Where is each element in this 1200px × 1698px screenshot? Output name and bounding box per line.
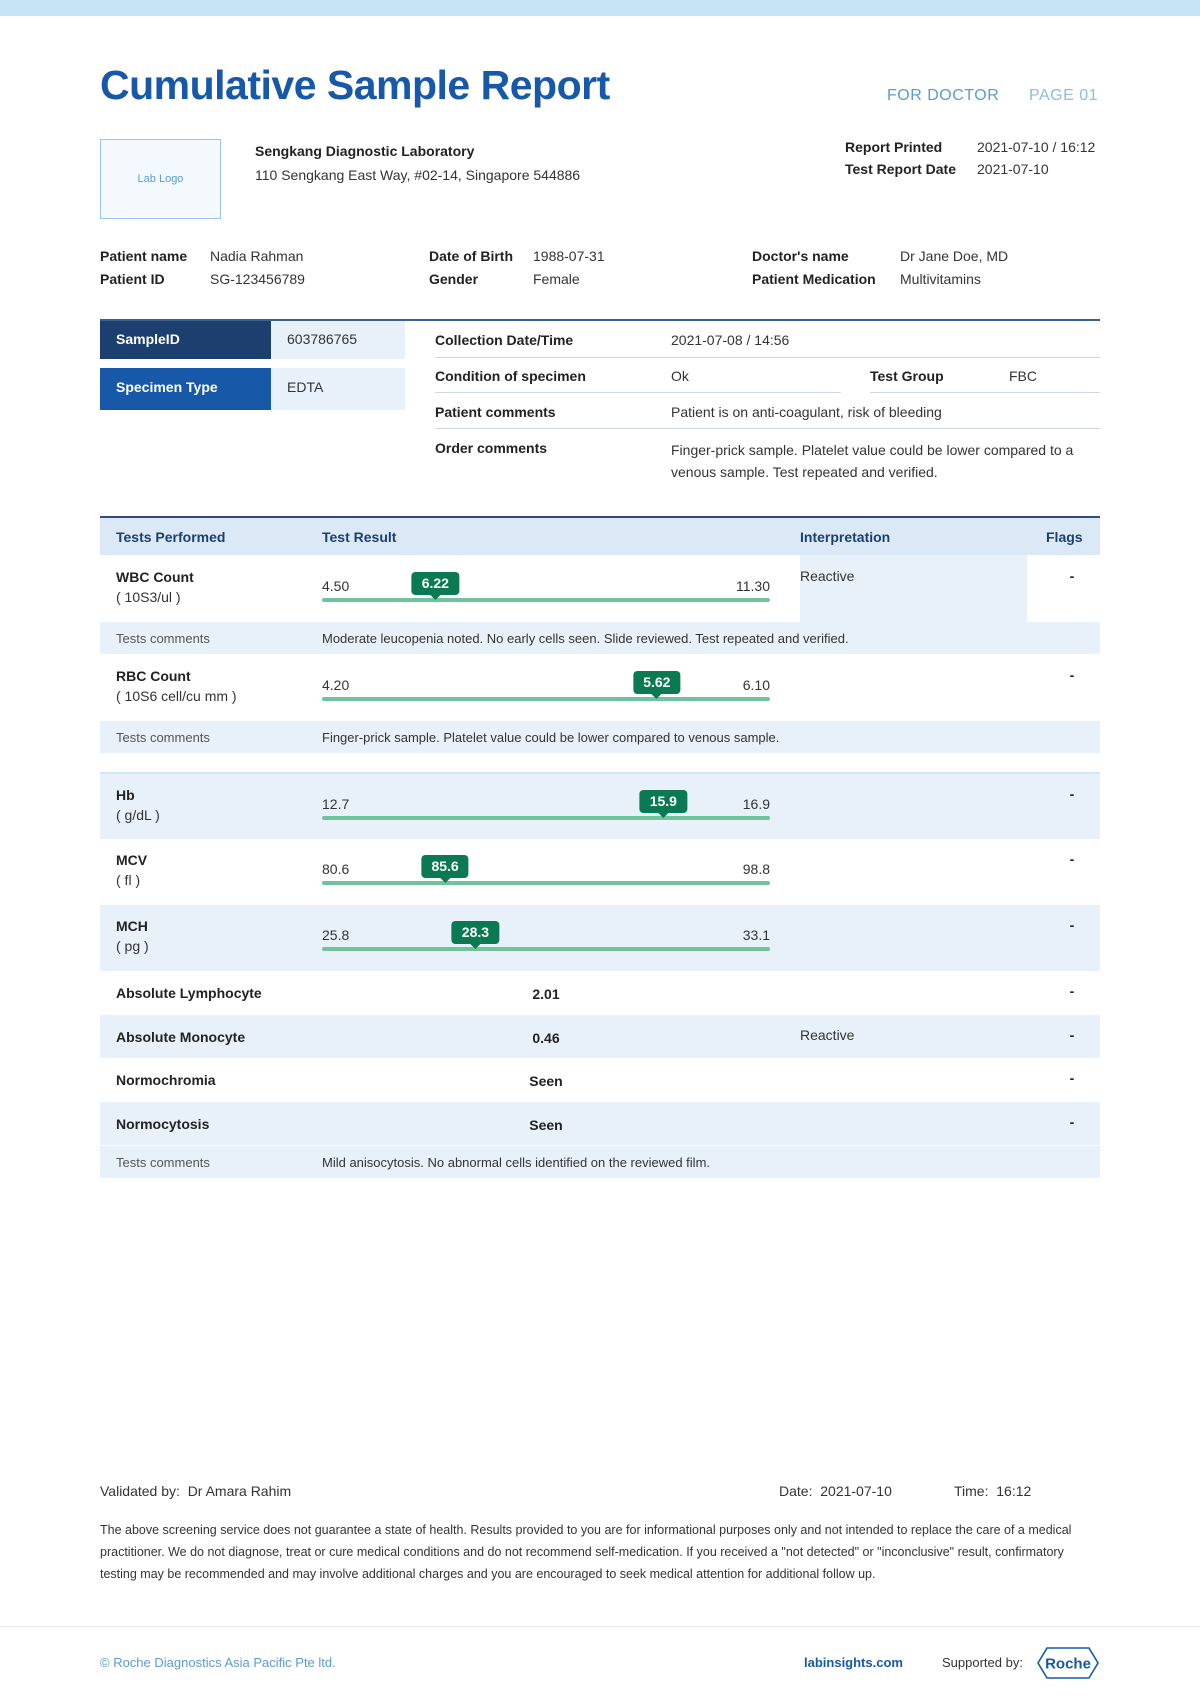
patient-medication-label: Patient Medication [752, 271, 876, 287]
flag-value: - [1069, 917, 1075, 933]
patient-comments-value: Patient is on anti-coagulant, risk of bleeding [671, 404, 942, 420]
range-min: 4.50 [322, 578, 350, 594]
flag-value: - [1069, 667, 1075, 683]
test-report-date-label: Test Report Date [845, 161, 956, 177]
tests-comment-label: Tests comments [116, 1155, 210, 1170]
validation-time-value: 16:12 [996, 1483, 1032, 1499]
test-name: Normocytosis [116, 1116, 210, 1132]
table-row-rbc [100, 654, 1100, 721]
patient-name-value: Nadia Rahman [210, 248, 304, 264]
condition-label: Condition of specimen [435, 368, 586, 384]
result-marker: 6.22 [412, 572, 459, 595]
flag-value: - [1069, 983, 1075, 999]
range-max: 16.9 [742, 796, 770, 812]
range-bar [322, 881, 770, 885]
tests-comment-label: Tests comments [116, 631, 210, 646]
range-min: 80.6 [322, 861, 350, 877]
range-max: 6.10 [742, 677, 770, 693]
tests-comment-row [100, 721, 1100, 753]
range-min: 25.8 [322, 927, 350, 943]
result-value: 0.46 [532, 1030, 560, 1046]
range-max: 33.1 [742, 927, 770, 943]
table-row-absolute-lymphocyte [100, 971, 1100, 1015]
test-name: Normochromia [116, 1072, 216, 1088]
result-marker: 15.9 [640, 790, 687, 813]
top-accent-bar [0, 0, 1200, 16]
copyright-text: © Roche Diagnostics Asia Pacific Pte ltd. [100, 1655, 336, 1670]
header-tests-performed: Tests Performed [116, 529, 226, 545]
flag-value: - [1069, 786, 1075, 802]
result-marker: 28.3 [452, 921, 499, 944]
tests-comment-row [100, 622, 1100, 654]
tests-comment-text: Moderate leucopenia noted. No early cells seen. Slide reviewed. Test repeated and verified. [322, 631, 849, 646]
range-max: 11.30 [736, 578, 770, 594]
test-name: MCV [116, 852, 148, 868]
header-flags: Flags [1046, 529, 1083, 545]
tests-comment-text: Finger-prick sample. Platelet value could be lower compared to venous sample. [322, 730, 780, 745]
header-test-result: Test Result [322, 529, 397, 545]
divider [435, 392, 841, 393]
result-value: Seen [529, 1073, 563, 1089]
page-number: PAGE 01 [1029, 87, 1099, 104]
patient-comments-label: Patient comments [435, 404, 556, 420]
range-bar [322, 598, 770, 602]
table-row-mcv [100, 839, 1100, 905]
range-min: 12.7 [322, 796, 350, 812]
flag-value: - [1069, 568, 1075, 584]
condition-value: Ok [671, 368, 689, 384]
validated-by-name: Dr Amara Rahim [187, 1483, 292, 1499]
validation-date [779, 1483, 892, 1499]
flag-value: - [1069, 851, 1075, 867]
roche-logo-text: Roche [1045, 1655, 1091, 1673]
specimen-type-value: EDTA [271, 368, 405, 410]
interpretation-value: Reactive [800, 1027, 855, 1043]
result-value: Seen [529, 1117, 563, 1133]
site-link[interactable]: labinsights.com [804, 1655, 903, 1670]
order-comments-label: Order comments [435, 440, 548, 456]
order-comments-line-2: venous sample. Test repeated and verified. [671, 464, 938, 480]
test-name: WBC Count [116, 569, 194, 585]
flag-value: - [1069, 1070, 1075, 1086]
range-min: 4.20 [322, 677, 350, 693]
validated-by-label: Validated by: [100, 1483, 180, 1499]
flag-value: - [1069, 1114, 1075, 1130]
validated-by [100, 1483, 291, 1499]
disclaimer-text: The above screening service does not guarantee a state of health. Results provided to you are for informational purposes only and not intended to replace the care of a medical practitioner. We do not diagnose, treat or cure medical conditions and do not recommend self-medication. If you received a "not detected" or "inconclusive" result, confirmatory testing may be recommended and may involve additional charges and you are encouraged to seek medical attention for additional follow up. [100, 1523, 1072, 1581]
divider [435, 357, 1100, 358]
collection-value: 2021-07-08 / 14:56 [671, 332, 790, 348]
table-row-wbc [100, 555, 1100, 622]
header-interpretation: Interpretation [800, 529, 891, 545]
test-unit: ( pg ) [116, 938, 149, 954]
table-row-mch [100, 905, 1100, 971]
flag-value: - [1069, 1027, 1075, 1043]
divider [870, 392, 1100, 393]
sample-id-value: 603786765 [271, 321, 405, 359]
range-max: 98.8 [742, 861, 770, 877]
divider [435, 428, 1100, 429]
tests-comment-row [100, 1146, 1100, 1178]
roche-logo [1037, 1647, 1099, 1679]
validation-date-label: Date: [779, 1483, 813, 1499]
gender-label: Gender [429, 271, 479, 287]
range-bar [322, 947, 770, 951]
patient-name-label: Patient name [100, 248, 188, 264]
validation-time-label: Time: [954, 1483, 989, 1499]
doctor-name-value: Dr Jane Doe, MD [900, 248, 1009, 264]
page-title: Cumulative Sample Report [100, 62, 610, 108]
dob-value: 1988-07-31 [533, 248, 605, 264]
table-row-absolute-monocyte [100, 1015, 1100, 1058]
range-bar [322, 697, 770, 701]
test-name: Hb [116, 787, 135, 803]
tests-comment-label: Tests comments [116, 730, 210, 745]
test-group-label: Test Group [870, 368, 944, 384]
specimen-type-label: Specimen Type [100, 368, 271, 410]
collection-label: Collection Date/Time [435, 332, 574, 348]
test-name: Absolute Lymphocyte [116, 985, 262, 1001]
footer-rule [0, 1626, 1200, 1627]
table-row-normochromia [100, 1058, 1100, 1102]
patient-medication-value: Multivitamins [900, 271, 981, 287]
validation-date-value: 2021-07-10 [820, 1483, 892, 1499]
interpretation-value: Reactive [800, 568, 855, 584]
test-unit: ( 10S3/ul ) [116, 589, 181, 605]
lab-logo-placeholder [100, 139, 221, 219]
lab-address: 110 Sengkang East Way, #02-14, Singapore 544886 [255, 167, 581, 183]
test-unit: ( fl ) [116, 872, 141, 888]
tests-comment-text: Mild anisocytosis. No abnormal cells identified on the reviewed film. [322, 1155, 711, 1170]
table-row-hb [100, 772, 1100, 839]
dob-label: Date of Birth [429, 248, 513, 264]
test-unit: ( g/dL ) [116, 807, 160, 823]
lab-logo-text: Lab Logo [137, 173, 184, 185]
result-marker: 5.62 [633, 671, 680, 694]
report-printed-value: 2021-07-10 / 16:12 [977, 139, 1096, 155]
result-marker: 85.6 [421, 855, 468, 878]
table-header [100, 518, 1100, 555]
audience-label: FOR DOCTOR [887, 87, 1000, 104]
gender-value: Female [533, 271, 580, 287]
report-printed-label: Report Printed [845, 139, 943, 155]
table-row-normocytosis [100, 1102, 1100, 1145]
test-group-value: FBC [1009, 368, 1037, 384]
test-name: RBC Count [116, 668, 191, 684]
lab-name: Sengkang Diagnostic Laboratory [255, 143, 475, 159]
test-name: Absolute Monocyte [116, 1029, 246, 1045]
test-name: MCH [116, 918, 148, 934]
interpretation-highlight [800, 555, 1027, 622]
supported-by-label: Supported by: [942, 1655, 1023, 1670]
patient-id-label: Patient ID [100, 271, 165, 287]
validation-time [954, 1483, 1031, 1499]
test-unit: ( 10S6 cell/cu mm ) [116, 688, 237, 704]
test-report-date-value: 2021-07-10 [977, 161, 1049, 177]
range-bar [322, 816, 770, 820]
sample-id-label: SampleID [100, 321, 271, 359]
doctor-name-label: Doctor's name [752, 248, 849, 264]
patient-id-value: SG-123456789 [210, 271, 305, 287]
order-comments-line-1: Finger-prick sample. Platelet value could be lower compared to a [671, 442, 1074, 458]
result-value: 2.01 [532, 986, 560, 1002]
